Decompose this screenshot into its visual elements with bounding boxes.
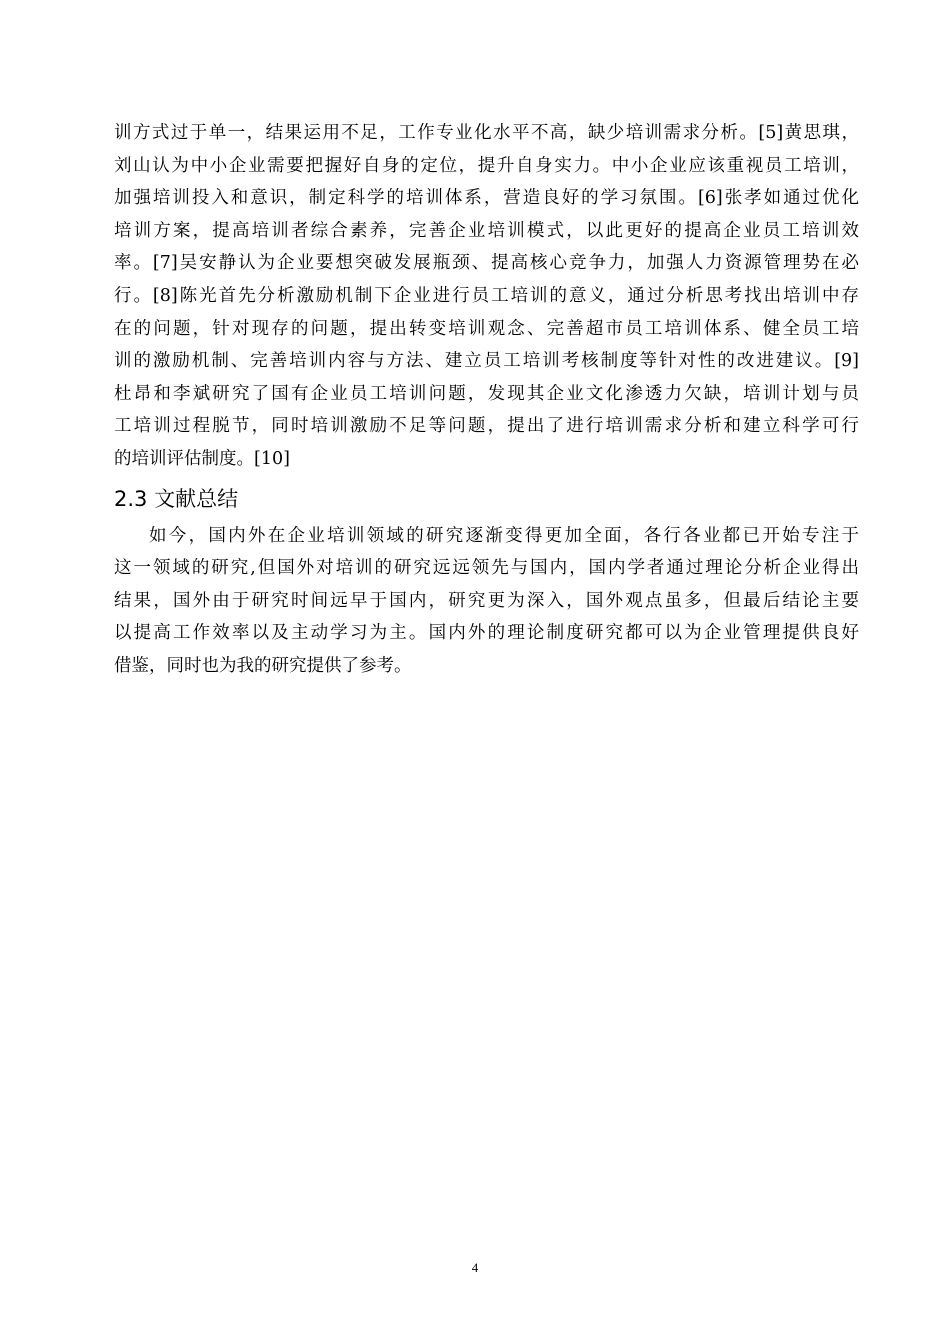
paragraph-line: 的培训评估制度。[10]: [114, 448, 290, 469]
paragraph-line: 结果，国外由于研究时间远早于国内，研究更为深入，国外观点虽多，但最后结论主要: [114, 590, 859, 611]
paragraph-line: 加强培训投入和意识，制定科学的培训体系，营造良好的学习氛围。[6]张孝如通过优化: [114, 188, 859, 209]
paragraph-line: 杜昂和李斌研究了国有企业员工培训问题，发现其企业文化渗透力欠缺，培训计划与员: [114, 383, 859, 404]
paragraph-line: 这一领域的研究,但国外对培训的研究远远领先与国内，国内学者通过理论分析企业得出: [114, 558, 859, 579]
paragraph-literature-review: [114, 117, 859, 476]
paragraph-line: 率。[7]吴安静认为企业要想突破发展瓶颈、提高核心竞争力，加强人力资源管理势在必: [114, 253, 859, 274]
paragraph-line: 训方式过于单一，结果运用不足，工作专业化水平不高，缺少培训需求分析。[5]黄思琪，: [114, 123, 859, 143]
paragraph-line: 训的激励机制、完善培训内容与方法、建立员工培训考核制度等针对性的改进建议。[9]: [114, 351, 859, 372]
page-number: 4: [471, 1260, 479, 1275]
paragraph-line: 在的问题，针对现存的问题，提出转变培训观念、完善超市员工培训体系、健全员工培: [114, 318, 859, 339]
paragraph-literature-summary: [114, 520, 859, 683]
section-heading: 2.3 文献总结: [114, 486, 239, 511]
paragraph-line: 培训方案，提高培训者综合素养，完善企业培训模式，以此更好的提高企业员工培训效: [114, 220, 859, 241]
paragraph-line: 如今，国内外在企业培训领域的研究逐渐变得更加全面，各行各业都已开始专注于: [149, 525, 859, 546]
paragraph-line: 行。[8]陈光首先分析激励机制下企业进行员工培训的意义，通过分析思考找出培训中存: [114, 285, 859, 306]
paragraph-line: 借鉴，同时也为我的研究提供了参考。: [114, 655, 412, 676]
page-content: [114, 117, 859, 683]
paragraph-line: 工培训过程脱节，同时培训激励不足等问题，提出了进行培训需求分析和建立科学可行: [114, 416, 859, 437]
paragraph-line: 以提高工作效率以及主动学习为主。国内外的理论制度研究都可以为企业管理提供良好: [114, 623, 859, 644]
paragraph-line: 刘山认为中小企业需要把握好自身的定位，提升自身实力。中小企业应该重视员工培训，: [114, 155, 859, 176]
